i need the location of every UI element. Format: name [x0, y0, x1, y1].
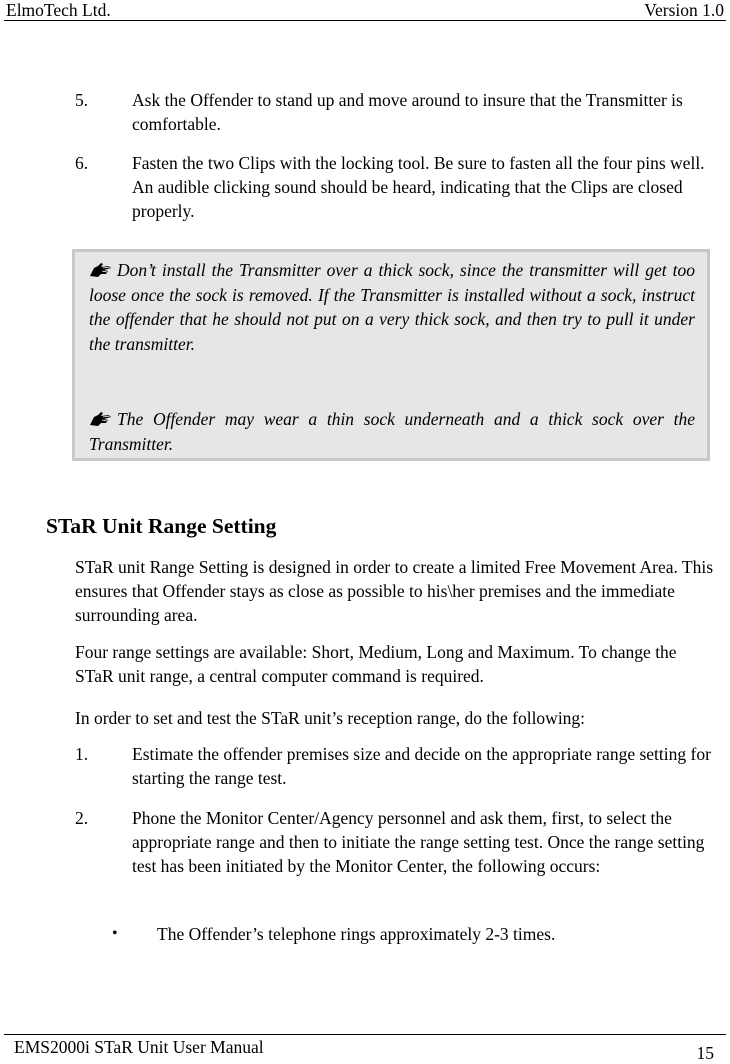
section-paragraph-3: In order to set and test the STaR unit’s reception range, do the following:	[75, 708, 586, 728]
bullet-text: The Offender’s telephone rings approximately 2-3 times.	[157, 924, 556, 944]
note-text-1: Don’t install the Transmitter over a thick sock, since the transmitter will get too loose once the sock is removed. If the Transmitter is installed without a sock, instruct the offender that he should not put on a very thick sock, and then try to pull it under the transmitter.	[89, 260, 695, 354]
step-text: Ask the Offender to stand up and move around to insure that the Transmitter is comfortable.	[132, 90, 683, 134]
step-text: Fasten the two Clips with the locking tool. Be sure to fasten all the four pins well. An audible clicking sound should be heard, indicating that the Clips are closed properly.	[132, 153, 705, 221]
step-number: 1.	[75, 744, 89, 764]
note-paragraph-2	[89, 407, 695, 456]
page-number: 15	[696, 1043, 714, 1063]
step-number: 6.	[75, 153, 89, 173]
note-box	[72, 249, 710, 461]
pointing-hand-icon	[89, 411, 113, 427]
note-text-2: The Offender may wear a thin sock underneath and a thick sock over the Transmitter.	[89, 409, 695, 454]
page-header	[4, 1, 726, 21]
page-footer	[4, 1034, 726, 1063]
header-version: Version 1.0	[644, 0, 724, 20]
note-paragraph-1	[89, 258, 695, 356]
footer-manual-title: EMS2000i STaR Unit User Manual	[14, 1037, 264, 1057]
step-number: 2.	[75, 808, 89, 828]
step-text: Phone the Monitor Center/Agency personnel and ask them, first, to select the appropriate range and then to initiate the range setting test. Once the range setting test has been initiated by the Monitor Center, the following occurs:	[132, 808, 705, 876]
section-paragraph-1: STaR unit Range Setting is designed in order to create a limited Free Movement Area. This ensures that Offender stays as close as possible to his\her premises and the immediate surrounding area.	[75, 557, 714, 625]
header-company: ElmoTech Ltd.	[6, 0, 111, 20]
section-paragraph-2: Four range settings are available: Short, Medium, Long and Maximum. To change the STaR unit range, a central computer command is required.	[75, 642, 677, 686]
step-number: 5.	[75, 90, 89, 110]
step-text: Estimate the offender premises size and decide on the appropriate range setting for starting the range test.	[132, 744, 711, 788]
pointing-hand-icon	[89, 262, 113, 278]
section-title: STaR Unit Range Setting	[46, 514, 277, 538]
bullet-symbol: •	[112, 925, 118, 942]
